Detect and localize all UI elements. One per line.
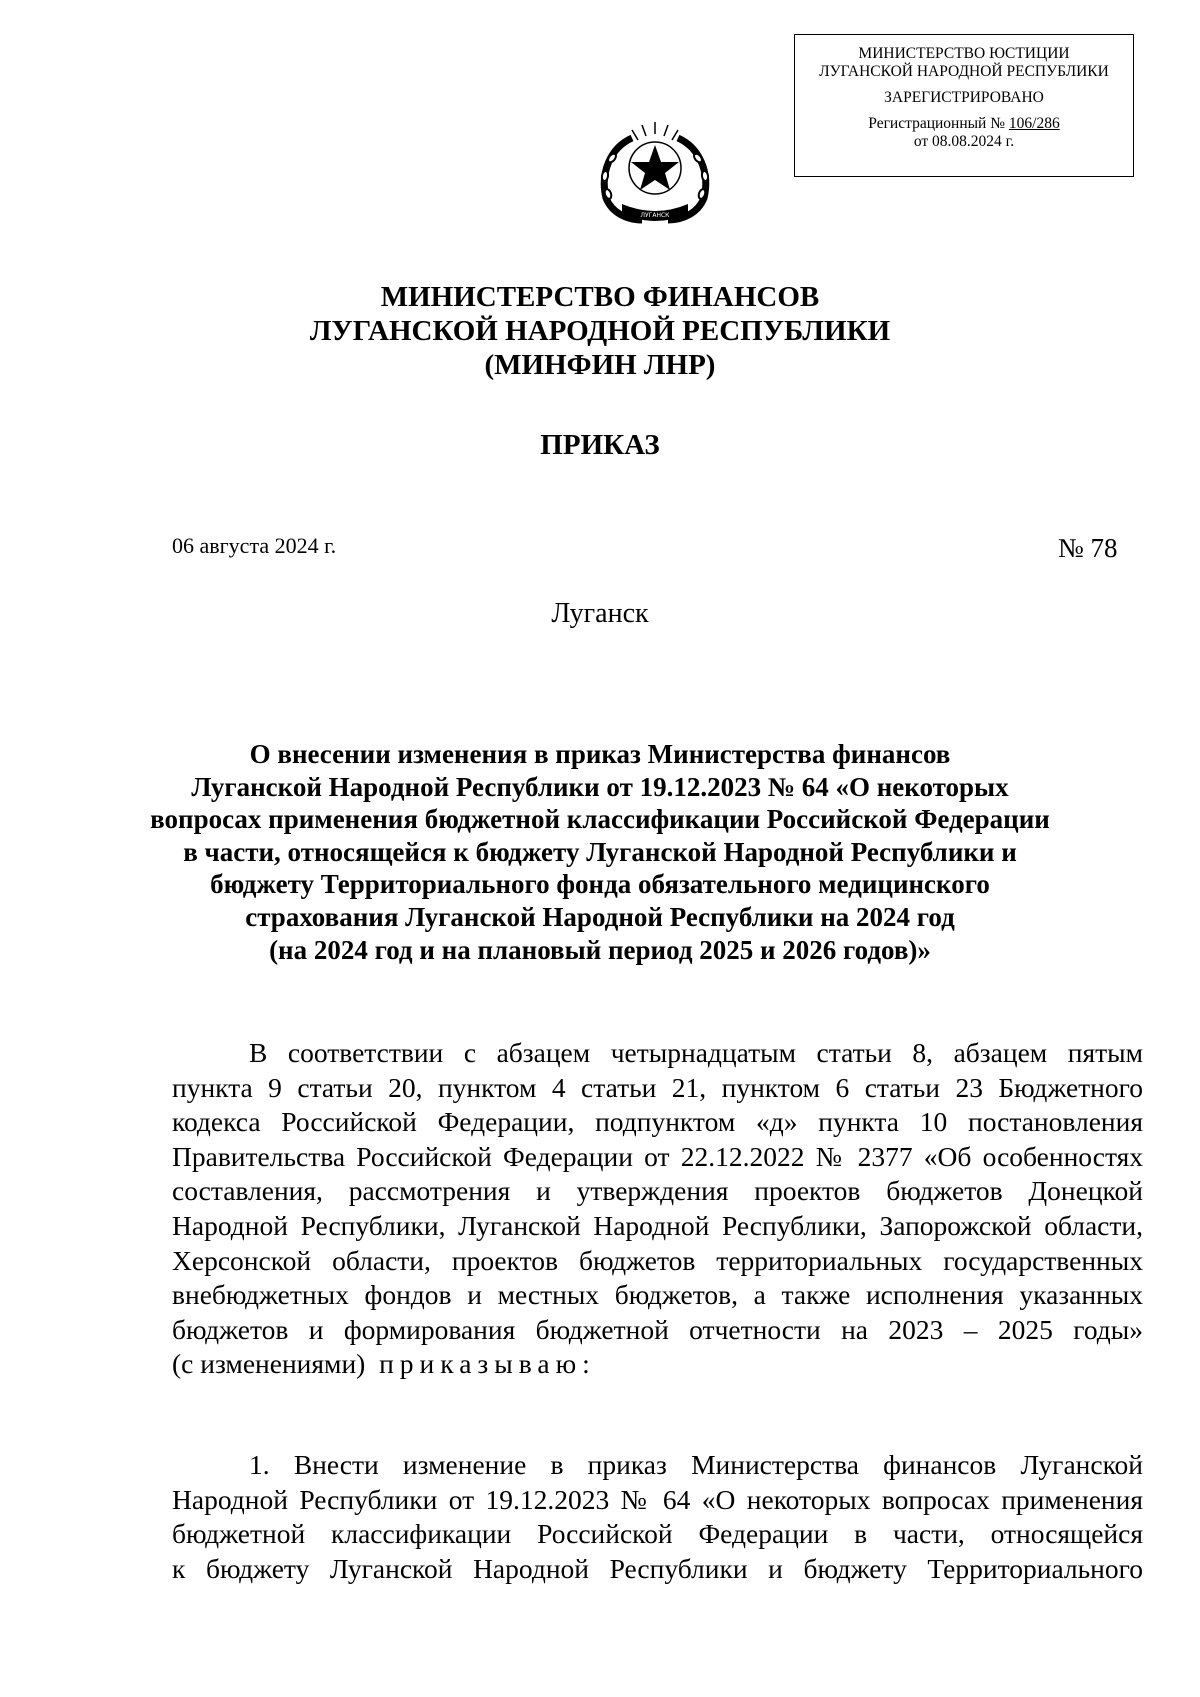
preamble-line: Херсонской области, проектов бюджетов территориальных государственных bbox=[172, 1244, 1143, 1276]
preamble-line: Правительства Российской Федерации от 22.12.2022 № 2377 «Об особенностях bbox=[172, 1140, 1143, 1172]
ministry-line-3: (МИНФИН ЛНР) bbox=[484, 349, 716, 381]
stamp-reg-date: от 08.08.2024 г. bbox=[913, 133, 1015, 150]
stamp-reg-line bbox=[795, 115, 1133, 133]
order-subject bbox=[0, 738, 1200, 966]
stamp-status: ЗАРЕГИСТРИРОВАНО bbox=[884, 89, 1044, 106]
preamble-line: В соответствии с абзацем четырнадцатым статьи 8, абзацем пятым bbox=[249, 1037, 1143, 1068]
document-type: ПРИКАЗ bbox=[540, 429, 660, 461]
order-word: приказываю: bbox=[379, 1348, 596, 1380]
lpr-coat-of-arms-icon bbox=[592, 118, 718, 228]
preamble-paragraph bbox=[172, 1036, 1143, 1382]
stamp-reg-number: 106/286 bbox=[1008, 115, 1060, 132]
preamble-last-line bbox=[172, 1347, 1143, 1382]
preamble-line: составления, рассмотрения и утверждения проектов бюджетов Донецкой bbox=[172, 1175, 1143, 1207]
subject-line: вопросах применения бюджетной классификации Российской Федерации bbox=[150, 804, 1050, 835]
subject-line: страхования Луганской Народной Республики на 2024 год bbox=[245, 901, 955, 932]
registration-stamp bbox=[794, 34, 1134, 177]
subject-line: Луганской Народной Республики от 19.12.2023 № 64 «О некоторых bbox=[191, 771, 1009, 802]
preamble-line: внебюджетных фондов и местных бюджетов, а также исполнения указанных bbox=[172, 1279, 1143, 1311]
order-city: Луганск bbox=[551, 598, 649, 629]
order-date: 06 августа 2024 г. bbox=[172, 533, 337, 558]
preamble-tail: (с изменениями) bbox=[172, 1348, 366, 1380]
preamble-line: Народной Республики, Луганской Народной Республики, Запорожской области, bbox=[172, 1209, 1143, 1241]
subject-line: О внесении изменения в приказ Министерства финансов bbox=[249, 739, 951, 769]
subject-line: в части, относящейся к бюджету Луганской Народной Республики и bbox=[183, 836, 1017, 867]
stamp-line-2: ЛУГАНСКОЙ НАРОДНОЙ РЕСПУБЛИКИ bbox=[819, 63, 1109, 80]
ministry-line-1: МИНИСТЕРСТВО ФИНАНСОВ bbox=[380, 281, 820, 313]
stamp-line-1: МИНИСТЕРСТВО ЮСТИЦИИ bbox=[858, 45, 1070, 62]
item-line: 1. Внести изменение в приказ Министерства финансов Луганской bbox=[249, 1449, 1143, 1480]
preamble-line: бюджетов и формирования бюджетной отчетности на 2023 – 2025 годы» bbox=[172, 1313, 1143, 1345]
item-line: Народной Республики от 19.12.2023 № 64 «О некоторых вопросах применения bbox=[172, 1483, 1143, 1515]
item-line: к бюджету Луганской Народной Республики и бюджету Территориального bbox=[172, 1552, 1143, 1584]
stamp-reg-label: Регистрационный № bbox=[868, 115, 1006, 132]
subject-line: (на 2024 год и на плановый период 2025 и 2026 годов)» bbox=[269, 934, 931, 965]
ministry-name bbox=[0, 280, 1200, 382]
subject-line: бюджету Территориального фонда обязательного медицинского bbox=[210, 869, 990, 900]
order-number: № 78 bbox=[1058, 533, 1118, 563]
ministry-line-2: ЛУГАНСКОЙ НАРОДНОЙ РЕСПУБЛИКИ bbox=[309, 315, 891, 347]
preamble-line: пункта 9 статьи 20, пунктом 4 статьи 21, пунктом 6 статьи 23 Бюджетного bbox=[172, 1071, 1143, 1103]
order-item-1 bbox=[172, 1448, 1143, 1586]
item-line: бюджетной классификации Российской Федерации в части, относящейся bbox=[172, 1518, 1143, 1550]
preamble-line: кодекса Российской Федерации, подпунктом «д» пункта 10 постановления bbox=[172, 1106, 1143, 1138]
emblem-ribbon-text: ЛУГАНСК bbox=[640, 212, 670, 219]
